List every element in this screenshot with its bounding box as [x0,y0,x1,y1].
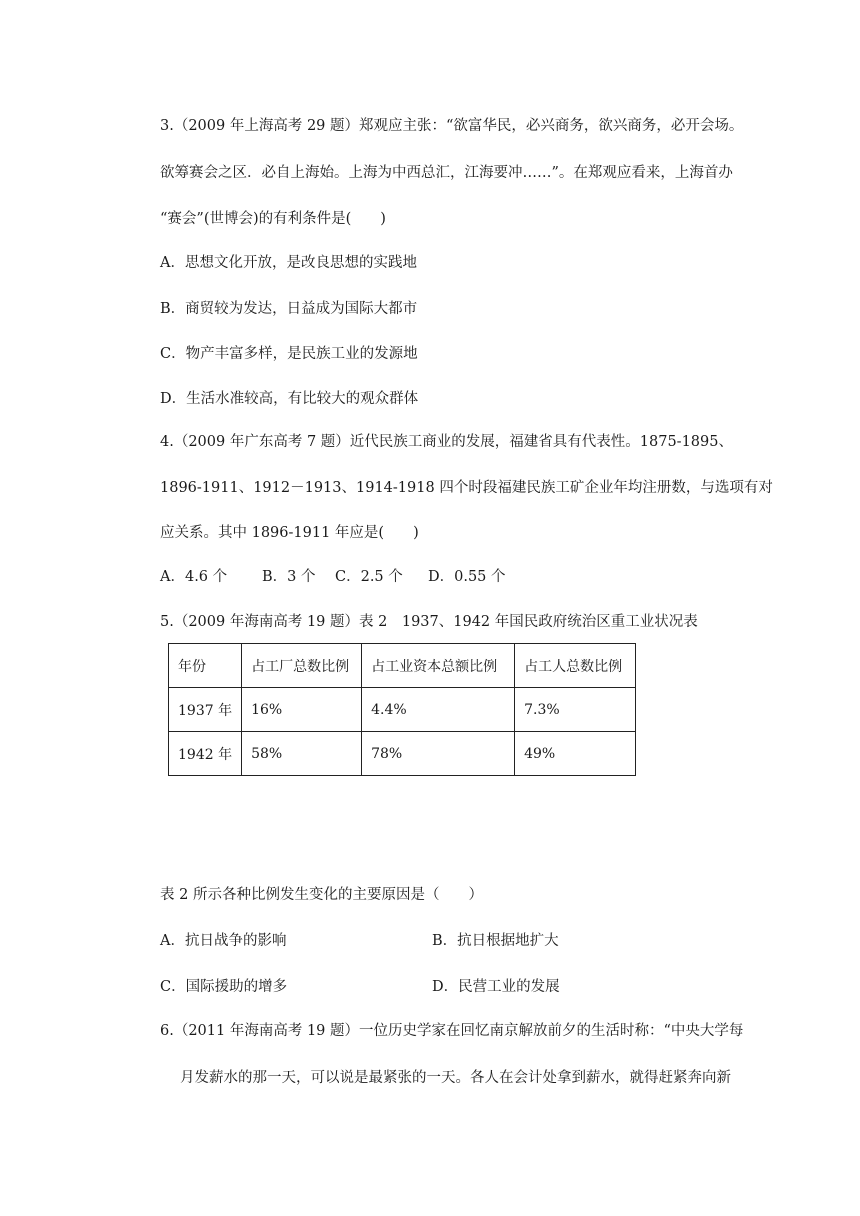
q3-line-3: “赛会”(世博会)的有利条件是( ) [160,211,386,227]
q4-option-a: A．4.6 个 [160,569,228,585]
q4-line-2: 1896-1911、1912－1913、1914-1918 四个时段福建民族工矿企业年均注册数，与选项有对 [160,480,773,496]
q3-option-a: A．思想文化开放，是改良思想的实践地 [160,255,417,271]
table-cell: 1937 年 [169,688,242,732]
q5-option-c: C．国际援助的增多 [160,979,288,995]
q3-option-c: C．物产丰富多样，是民族工业的发源地 [160,346,418,362]
table-cell: 58% [242,732,362,776]
q3-line-2: 欲筹赛会之区．必自上海始。上海为中西总汇，江海要冲……”。在郑观应看来，上海首办 [160,165,733,181]
table-row [169,732,636,776]
industry-table [168,643,636,776]
q5-option-b: B．抗日根据地扩大 [432,933,559,949]
q4-option-d: D．0.55 个 [428,569,506,585]
table-cell: 1942 年 [169,732,242,776]
q3-line-1: 3.（2009 年上海高考 29 题）郑观应主张：“欲富华民，必兴商务，欲兴商务，必开会场。 [160,118,744,134]
q3-option-d: D．生活水准较高，有比较大的观众群体 [160,391,419,407]
q4-option-c: C．2.5 个 [335,569,403,585]
table-header-row [169,644,636,688]
q4-line-3: 应关系。其中 1896-1911 年应是( ) [160,525,419,541]
table-cell: 16% [242,688,362,732]
table-cell: 7.3% [515,688,636,732]
table-header-cell: 占工人总数比例 [515,644,636,688]
table-cell: 49% [515,732,636,776]
table-header-cell: 年份 [169,644,242,688]
table-header-cell: 占工厂总数比例 [242,644,362,688]
q5-intro: 5.（2009 年海南高考 19 题）表 2 1937、1942 年国民政府统治区重工业状况表 [160,614,698,630]
q4-option-b: B．3 个 [262,569,316,585]
q4-line-1: 4.（2009 年广东高考 7 题）近代民族工商业的发展，福建省具有代表性。1875-1895、 [160,434,733,450]
q6-line-1: 6.（2011 年海南高考 19 题）一位历史学家在回忆南京解放前夕的生活时称：“中央大学每 [160,1023,744,1039]
q3-option-b: B．商贸较为发达，日益成为国际大都市 [160,301,418,317]
q5-option-d: D．民营工业的发展 [432,979,560,995]
table-row [169,688,636,732]
q6-line-2: 月发薪水的那一天，可以说是最紧张的一天。各人在会计处拿到薪水，就得赶紧奔向新 [180,1070,731,1086]
q5-question: 表 2 所示各种比例发生变化的主要原因是（ ） [160,887,483,903]
q5-option-a: A．抗日战争的影响 [160,933,287,949]
table-header-cell: 占工业资本总额比例 [362,644,515,688]
table-cell: 4.4% [362,688,515,732]
table-cell: 78% [362,732,515,776]
